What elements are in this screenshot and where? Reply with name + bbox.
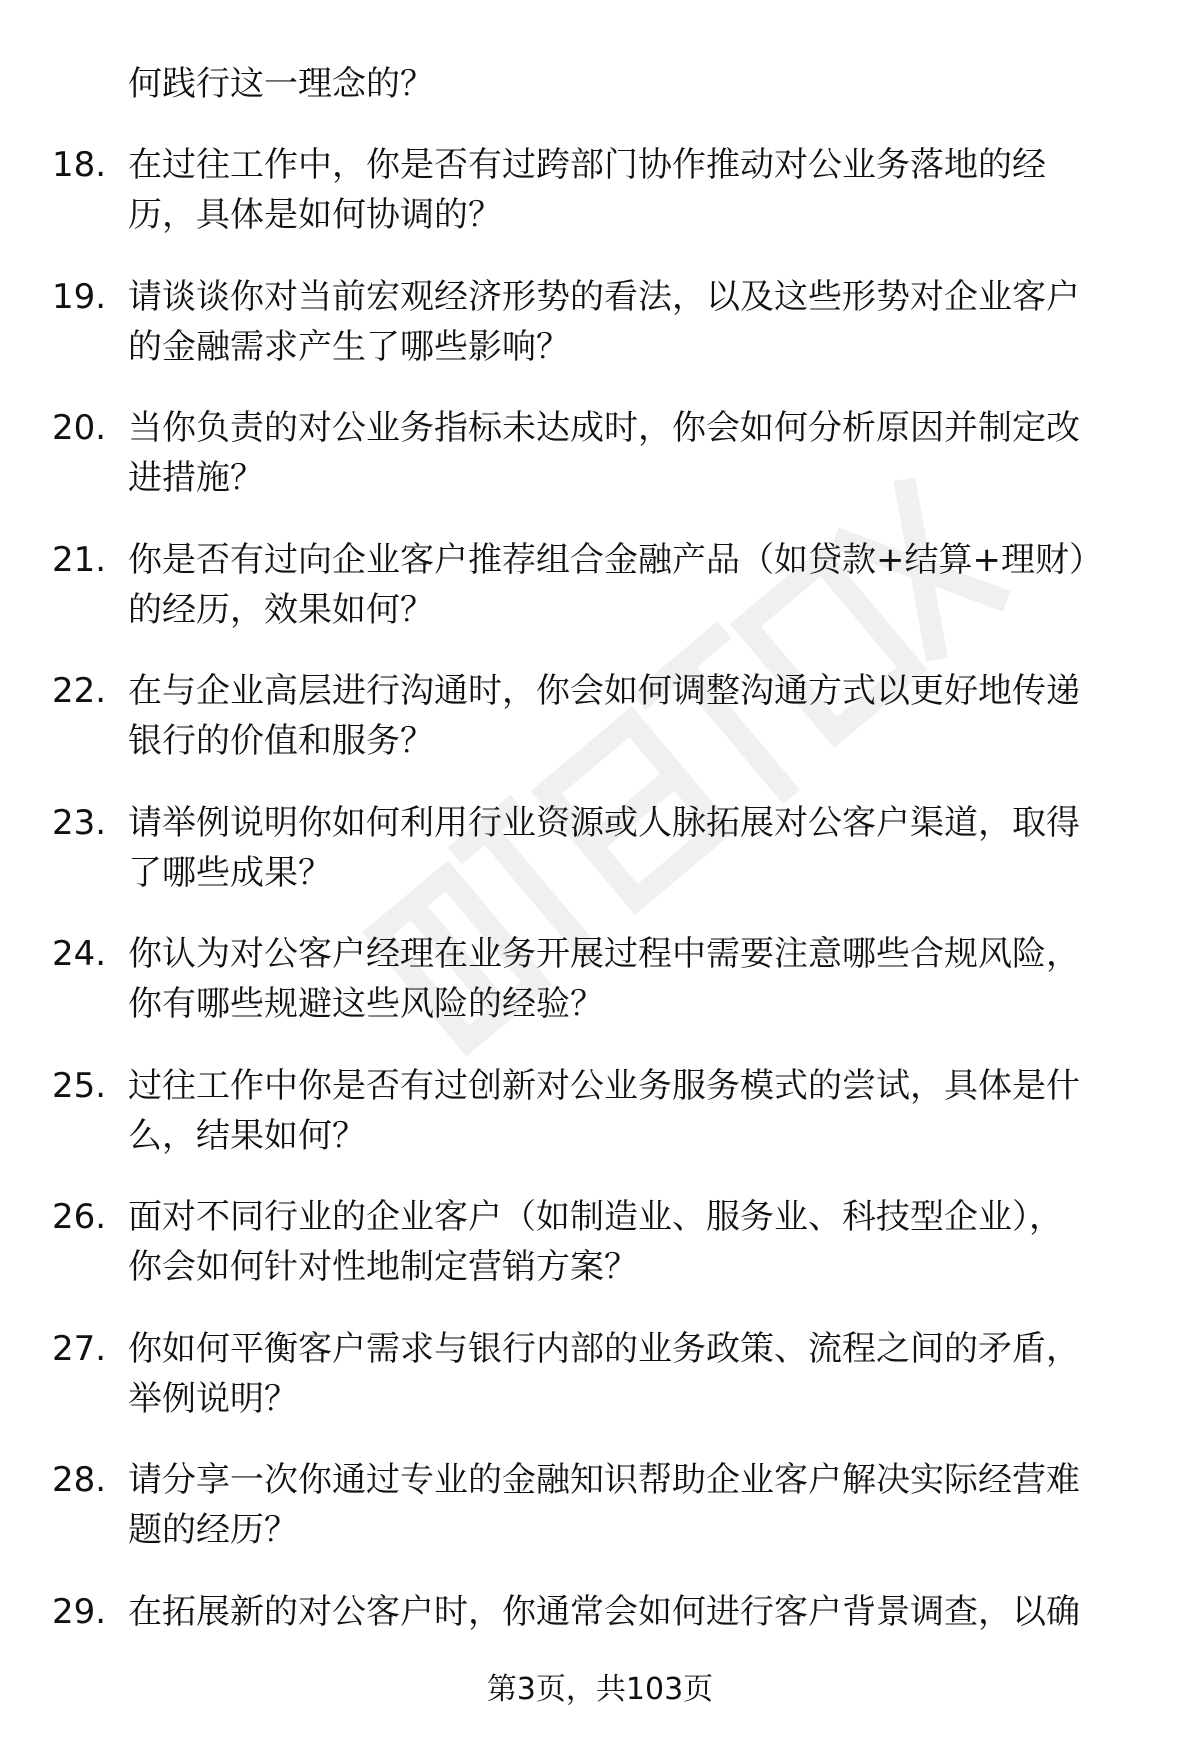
question-line: 请举例说明你如何利用行业资源或人脉拓展对公客户渠道，取得 bbox=[128, 802, 1080, 843]
question-line: 你如何平衡客户需求与银行内部的业务政策、流程之间的矛盾， bbox=[128, 1328, 1080, 1369]
question-number: 19. bbox=[52, 276, 107, 317]
question-item bbox=[0, 1455, 1200, 1587]
question-number: 26. bbox=[52, 1197, 107, 1237]
question-item bbox=[0, 1324, 1200, 1456]
question-text bbox=[128, 1455, 1148, 1555]
question-line: 请谈谈你对当前宏观经济形势的看法，以及这些形势对企业客户 bbox=[128, 276, 1080, 317]
question-text bbox=[128, 535, 1148, 635]
question-number: 22. bbox=[52, 671, 107, 711]
question-list bbox=[0, 140, 1200, 1718]
question-line: 你会如何针对性地制定营销方案？ bbox=[128, 1247, 638, 1287]
question-line: 历，具体是如何协调的？ bbox=[128, 195, 502, 235]
question-line: 当你负责的对公业务指标未达成时，你会如何分析原因并制定改 bbox=[128, 408, 1080, 448]
question-text bbox=[128, 1061, 1148, 1161]
question-item bbox=[0, 535, 1200, 667]
question-item bbox=[0, 1061, 1200, 1193]
question-line: 在与企业高层进行沟通时，你会如何调整沟通方式以更好地传递 bbox=[128, 671, 1080, 711]
question-item bbox=[0, 272, 1200, 404]
question-item bbox=[0, 1192, 1200, 1324]
question-text bbox=[128, 140, 1148, 240]
question-number: 23. bbox=[52, 802, 107, 843]
question-number: 24. bbox=[52, 934, 107, 974]
question-line: 面对不同行业的企业客户（如制造业、服务业、科技型企业）， bbox=[128, 1197, 1063, 1237]
question-line: 的金融需求产生了哪些影响？ bbox=[128, 326, 570, 367]
question-line: 你认为对公客户经理在业务开展过程中需要注意哪些合规风险， bbox=[128, 934, 1080, 974]
page-number-footer: 第3页，共103页 bbox=[486, 1672, 714, 1707]
question-text bbox=[128, 403, 1148, 503]
question-line: 进措施？ bbox=[128, 458, 264, 498]
question-text bbox=[128, 666, 1148, 766]
question-item bbox=[0, 666, 1200, 798]
question-line: 你是否有过向企业客户推荐组合金融产品（如贷款+结算+理财） bbox=[128, 539, 1103, 580]
question-item bbox=[0, 403, 1200, 535]
continuation-text: 何践行这一理念的？ bbox=[128, 64, 434, 104]
question-line: 过往工作中你是否有过创新对公业务服务模式的尝试，具体是什 bbox=[128, 1065, 1080, 1106]
question-text bbox=[128, 1192, 1148, 1292]
question-text bbox=[128, 1324, 1148, 1424]
question-item bbox=[0, 929, 1200, 1061]
question-number: 21. bbox=[52, 539, 107, 580]
question-line: 在过往工作中，你是否有过跨部门协作推动对公业务落地的经 bbox=[128, 145, 1046, 185]
question-text bbox=[128, 929, 1148, 1029]
question-text bbox=[128, 798, 1148, 898]
question-number: 28. bbox=[52, 1460, 107, 1500]
question-number: 18. bbox=[52, 145, 107, 185]
question-item bbox=[0, 140, 1200, 272]
question-number: 20. bbox=[52, 408, 107, 448]
question-number: 29. bbox=[52, 1591, 107, 1632]
question-line: 你有哪些规避这些风险的经验？ bbox=[128, 984, 604, 1024]
question-number: 27. bbox=[52, 1328, 107, 1369]
question-text bbox=[128, 1587, 1148, 1637]
question-item bbox=[0, 798, 1200, 930]
question-text bbox=[128, 272, 1148, 372]
question-line: 请分享一次你通过专业的金融知识帮助企业客户解决实际经营难 bbox=[128, 1460, 1080, 1500]
question-line: 的经历，效果如何？ bbox=[128, 589, 434, 630]
question-line: 在拓展新的对公客户时，你通常会如何进行客户背景调查，以确 bbox=[128, 1591, 1080, 1632]
question-line: 么，结果如何？ bbox=[128, 1115, 366, 1156]
question-number: 25. bbox=[52, 1065, 107, 1106]
question-line: 举例说明？ bbox=[128, 1378, 298, 1419]
question-line: 了哪些成果？ bbox=[128, 852, 332, 893]
question-line: 题的经历？ bbox=[128, 1510, 298, 1550]
question-line: 银行的价值和服务？ bbox=[128, 721, 434, 761]
